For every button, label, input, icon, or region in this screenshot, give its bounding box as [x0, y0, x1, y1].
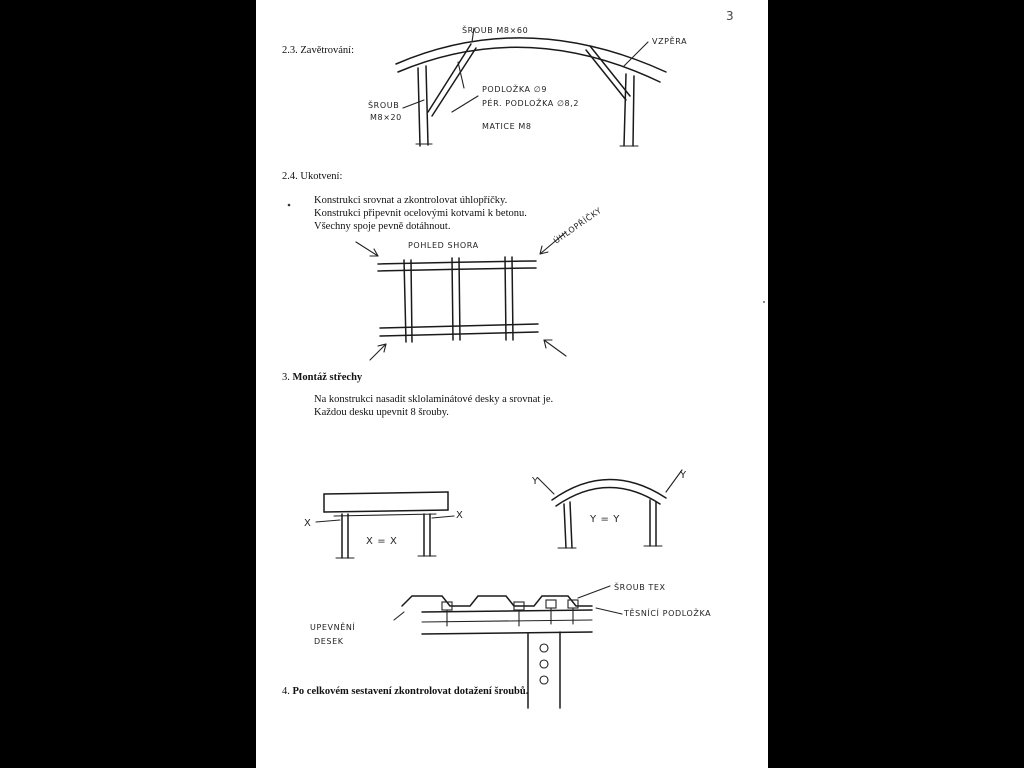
label-x-left: X	[304, 518, 312, 529]
arrow-top-left	[356, 242, 378, 256]
x-dim-left	[316, 520, 340, 522]
arch-leg-left-b	[570, 502, 572, 548]
rail-bottom-b	[380, 332, 538, 336]
label-washer-3: MATICE M8	[482, 122, 532, 131]
label-x-right: X	[456, 510, 464, 521]
label-diagonals: ÚHLOPŘÍČKY	[551, 205, 604, 246]
section-3-line-1: Na konstrukci nasadit sklolaminátové desky a srovnat je.	[314, 394, 554, 405]
leader-washer	[452, 96, 478, 112]
crossbar-1b	[411, 260, 412, 342]
document-page	[256, 0, 768, 768]
label-tex-screw: ŠROUB TEX	[614, 583, 666, 592]
section-2-3-heading: 2.3. Zavětrování:	[282, 45, 355, 56]
label-top-view: POHLED SHORA	[408, 241, 479, 250]
beam-bottom	[422, 632, 592, 634]
crossbar-2a	[452, 258, 453, 340]
section-3-heading: Montáž střechy	[292, 372, 363, 383]
label-screw-left-1: ŠROUB	[368, 101, 400, 110]
section-3-number: 3.	[282, 372, 290, 383]
label-y-right: Y	[680, 470, 687, 481]
label-sealing-washer: TĚSNÍCÍ PODLOŽKA	[624, 609, 712, 618]
right-post-b	[633, 76, 634, 146]
leader-sealing-washer	[596, 608, 622, 614]
right-brace-a	[586, 50, 626, 100]
section-3-line-2: Každou desku upevnit 8 šrouby.	[314, 407, 449, 418]
label-washer-1: PODLOŽKA ∅9	[482, 85, 548, 94]
roof-bottom-edge	[324, 510, 448, 512]
arched-roof-drawing	[538, 470, 682, 548]
sheet-fixing-drawing	[394, 586, 622, 708]
crossbar-3b	[512, 257, 513, 340]
rail-bottom-a	[380, 324, 538, 328]
arrow-bottom-right	[544, 340, 566, 356]
post-hole-2	[540, 660, 548, 668]
sheet-profile	[402, 596, 592, 606]
roof-beam	[334, 514, 436, 516]
stray-dot	[288, 204, 291, 207]
label-y-equation: Y = Y	[590, 514, 620, 525]
crossbar-3a	[505, 257, 506, 340]
flat-roof-drawing	[316, 492, 454, 558]
section-2-4-heading: 2.4. Ukotvení:	[282, 171, 343, 182]
screw-head-3	[546, 600, 556, 608]
section-2-4-line-1: Konstrukci srovnat a zkontrolovat úhlopříčky.	[314, 195, 508, 206]
leader-tex-screw	[578, 586, 610, 598]
label-fixing-1: UPEVNĚNÍ	[310, 623, 356, 632]
left-brace-a	[428, 44, 471, 112]
post-hole-3	[540, 676, 548, 684]
top-view-drawing	[356, 232, 566, 360]
section-2-4-line-3: Všechny spoje pevně dotáhnout.	[314, 221, 451, 232]
label-x-equation: X = X	[366, 536, 398, 547]
stray-dot	[763, 301, 765, 303]
x-dim-right	[432, 516, 454, 518]
arch-roof-inner	[556, 487, 660, 506]
label-washer-2: PÉR. PODLOŽKA ∅8,2	[482, 99, 580, 108]
right-post-a	[624, 74, 626, 146]
label-y-left: Y	[532, 476, 539, 487]
label-screw-top: ŠROUB M8×60	[462, 26, 529, 35]
section-2-4-line-2: Konstrukci připevnit ocelovými kotvami k betonu.	[314, 208, 527, 219]
right-brace-b	[590, 46, 630, 96]
section-4-heading: Po celkovém sestavení zkontrolovat dotažení šroubů.	[292, 686, 529, 697]
arch-leg-left-a	[564, 504, 566, 548]
label-brace: VZPĚRA	[652, 37, 688, 46]
left-post-a	[418, 68, 420, 146]
y-dim-left	[538, 478, 554, 494]
section-4-number: 4.	[282, 686, 290, 697]
leader-screw-left	[403, 100, 424, 108]
hand-sketches	[256, 0, 768, 768]
crossbar-1a	[404, 260, 406, 342]
label-screw-left-2: M8×20	[370, 113, 402, 122]
leader-fixing	[394, 612, 404, 620]
post-hole-1	[540, 644, 548, 652]
crossbar-2b	[459, 258, 460, 340]
arch-inner	[398, 47, 660, 82]
page-number: 3	[726, 9, 734, 23]
roof-top-edge	[324, 492, 448, 494]
arrowhead-top-left	[370, 249, 378, 256]
label-fixing-2: DESEK	[314, 637, 344, 646]
left-post-b	[426, 66, 428, 145]
